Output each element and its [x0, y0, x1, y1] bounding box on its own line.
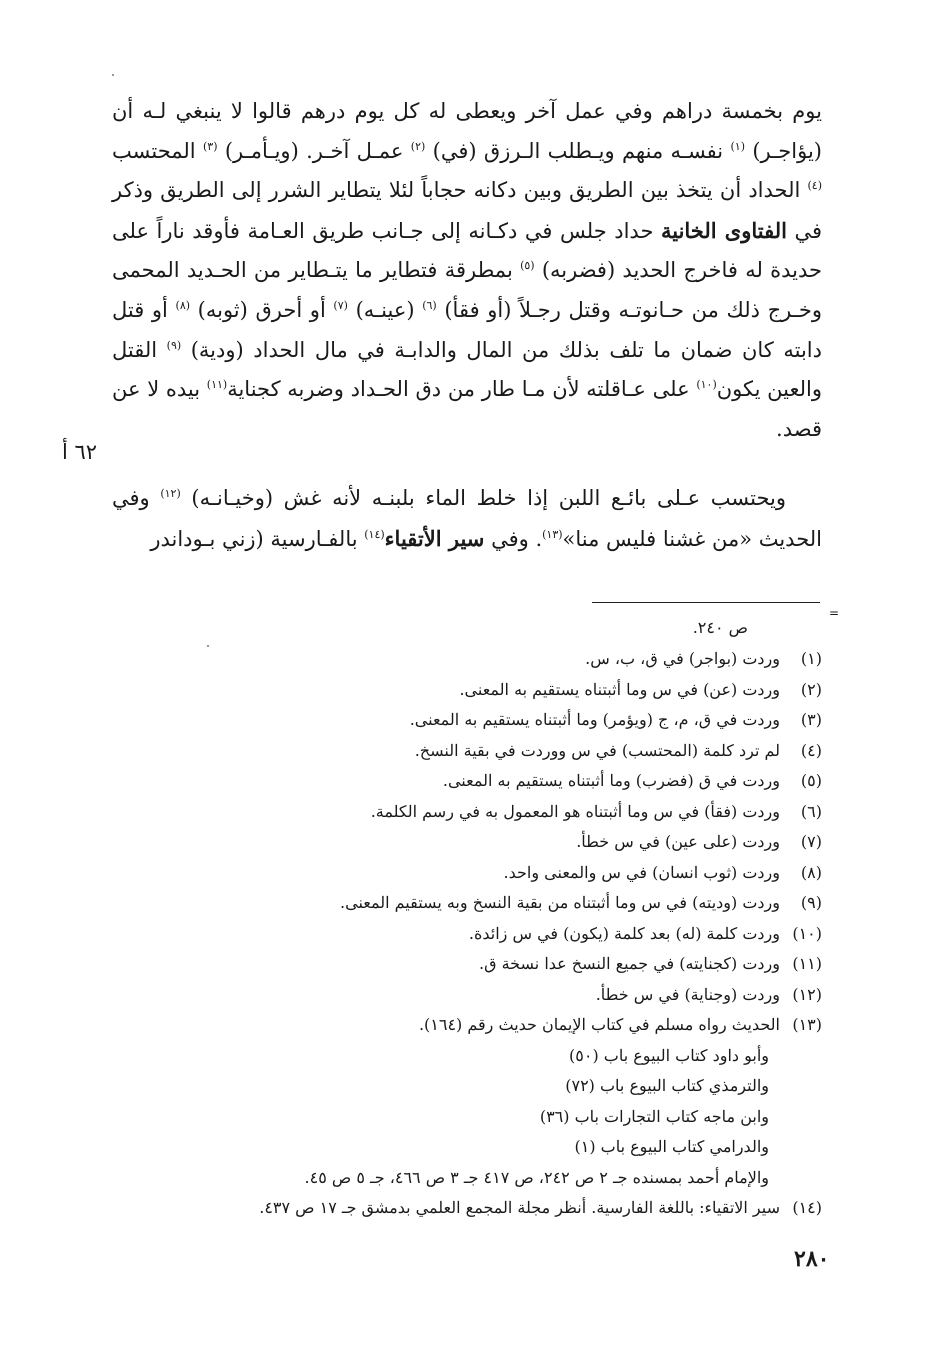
footnote-text: لم ترد كلمة (المحتسب) في س ووردت في بقية النسخ. [414, 740, 780, 760]
footnote-item [202, 858, 822, 889]
main-text [112, 92, 822, 560]
footnote-text: وردت (عن) في س وما أثبتناه يستقيم به المعنى. [459, 679, 780, 699]
footnote-number: (٤) [800, 740, 822, 760]
footnote-ref: (١١) [206, 378, 228, 392]
text-run: ويحتسب عـلى بائـع اللبن إذا خلط الماء بلبنـه لأنه غش (وخيـانـه) [180, 486, 786, 511]
margin-mark: = [829, 606, 840, 620]
footnote-number: (١٢) [792, 984, 822, 1004]
footnote-number: (٨) [800, 862, 822, 882]
footnote-ref: (٥) [520, 259, 535, 273]
text-run: عمـل آخـر. (ويـأمـر) [217, 138, 411, 163]
footnote-item [202, 644, 822, 675]
footnote-ref: (٩) [166, 338, 182, 352]
footnote-ref: (٧) [333, 298, 348, 312]
footnote-number: (٣) [800, 710, 822, 729]
reference-line: والدرامي كتاب البيوع باب (١) [574, 1137, 769, 1156]
footnote-item [202, 797, 822, 828]
text-run: الحداد أن يتخذ بين الطريق وبين دكانه حجاباً لئلا يتطاير الشرر إلى الطريق وذكر في [112, 178, 823, 243]
book-title: سير الأتقياء [384, 525, 485, 551]
footnote-item [202, 1010, 822, 1041]
reference-line: والإمام أحمد بمسنده جـ ٢ ص ٢٤٢، ص ٤١٧ جـ ٣ ص ٤٦٦، جـ ٥ ص ٤٥. [304, 1167, 769, 1187]
footnote-ref: (١٤) [364, 527, 385, 541]
footnote-item [202, 705, 822, 736]
scan-speck [207, 645, 209, 647]
footnote-number: (١١) [792, 954, 822, 973]
text-run: . وفي [484, 526, 543, 551]
footnote-ref: (١) [730, 139, 746, 153]
footnote-text: وردت (ثوب انسان) في س والمعنى واحد. [503, 862, 780, 882]
footnote-item [202, 888, 822, 919]
text-run: المحتسب [112, 138, 203, 163]
page-number: ٢٨٠ [794, 1246, 830, 1272]
footnote-text: وردت (فقأ) في س وما أثبتناه هو المعمول به في رسم الكلمة. [370, 801, 780, 821]
footnote-13-references [202, 1041, 822, 1194]
footnote-text: وردت كلمة (له) بعد كلمة (يكون) في س زائدة. [468, 923, 780, 943]
footnote-number: (١٠) [792, 923, 822, 943]
footnote-text: وردت في ق (فضرب) وما أثبتناه يستقيم به المعنى. [442, 771, 780, 790]
paragraph-1 [112, 92, 822, 449]
footnote-item [202, 766, 822, 797]
footnote-item [202, 980, 822, 1011]
footnote-ref: (٢) [410, 139, 426, 153]
text-run: بيده لا عن قصد. [112, 377, 822, 441]
reference-line: وابن ماجه كتاب التجارات باب (٣٦) [539, 1106, 769, 1126]
footnote-ref: (١٣) [542, 527, 563, 541]
text-run: على عـاقلته لأن مـا طار من دق الحـداد وضربه كجناية [227, 377, 697, 402]
text-run: القتل والعين يكون [112, 337, 822, 402]
footnote-text: وردت (وديته) في س وما أثبتناه من بقية النسخ وبه يستقيم المعنى. [340, 893, 780, 912]
footnote-number: (١) [800, 649, 822, 668]
text-run: وفي الحديث «من غشنا فليس منا» [112, 486, 822, 551]
footnote-ref: (٣) [202, 139, 218, 153]
text-run: (عينـه) [347, 297, 423, 322]
footnote-text: وردت في ق، م، ج (ويؤمر) وما أثبتناه يستقيم به المعنى. [409, 710, 780, 729]
footnote-item [202, 1193, 822, 1224]
footnote-text: وردت (على عين) في س خطأ. [576, 832, 780, 851]
text-run: بالفـارسية (زني بـوداندر [150, 526, 365, 551]
footnote-text: وردت (كجنايته) في جميع النسخ عدا نسخة ق. [479, 954, 780, 973]
footnote-number: (٢) [800, 679, 822, 699]
margin-note: ٦٢ أ [62, 440, 98, 464]
text-run: نفسـه منهم ويـطلب الـرزق (في) [425, 138, 731, 163]
footnote-ref: (٦) [422, 298, 437, 312]
footnote-number: (١٤) [792, 1198, 822, 1217]
footnote-ref: (١٢) [160, 487, 181, 501]
text-run: أو قتل دابته كان ضمان ما تلف بذلك من المال والدابـة في مال الحداد (ودية) [112, 297, 822, 362]
paragraph-2 [112, 479, 822, 559]
text-run: حداد جلس في دكـانه إلى جـانب طريق العـامة فأوقد ناراً على حديدة له فاخرج الحديد (فضربه) [112, 218, 822, 283]
footnote-number: (١٣) [792, 1015, 822, 1034]
footnote-text: وردت (بواجر) في ق، ب، س. [585, 649, 780, 668]
footnote-text: وردت (وجناية) في س خطأ. [595, 984, 780, 1004]
footnote-number: (٥) [800, 771, 822, 790]
footnote-intro: ص ٢٤٠. [692, 618, 748, 637]
scan-speck [112, 74, 114, 76]
footnote-number: (٩) [800, 893, 822, 912]
footnotes [202, 644, 822, 1224]
footnote-item [202, 675, 822, 706]
footnote-item [202, 736, 822, 767]
footnote-ref: (١٠) [696, 378, 717, 392]
footnote-number: (٧) [800, 832, 822, 851]
footnote-ref: (٤) [807, 179, 822, 193]
footnote-item [202, 919, 822, 950]
text-run: بمطرقة فتطاير ما يتـطاير من الحـديد المحمى وخـرج ذلك من حـانوتـه وقتل رجـلاً (أو فقأ) [112, 258, 822, 322]
text-run: يوم بخمسة دراهم وفي عمل آخر ويعطى له كل يوم درهم قالوا لا ينبغي لـه أن (يؤاجـر) [112, 99, 822, 163]
footnote-ref: (٨) [175, 298, 191, 312]
reference-line: والترمذي كتاب البيوع باب (٧٢) [565, 1076, 769, 1095]
text-run: أو أحرق (ثوبه) [190, 297, 334, 322]
reference-line: وأبو داود كتاب البيوع باب (٥٠) [569, 1045, 769, 1065]
footnote-item [202, 827, 822, 858]
footnote-text: سير الاتقياء: باللغة الفارسية. أنظر مجلة المجمع العلمي بدمشق جـ ١٧ ص ٤٣٧. [259, 1198, 780, 1217]
footnote-number: (٦) [800, 801, 822, 821]
footnote-item [202, 949, 822, 980]
book-title: الفتاوى الخانية [660, 217, 787, 243]
footnote-text: الحديث رواه مسلم في كتاب الإيمان حديث رقم (١٦٤). [418, 1015, 780, 1034]
footnote-separator [592, 602, 820, 603]
